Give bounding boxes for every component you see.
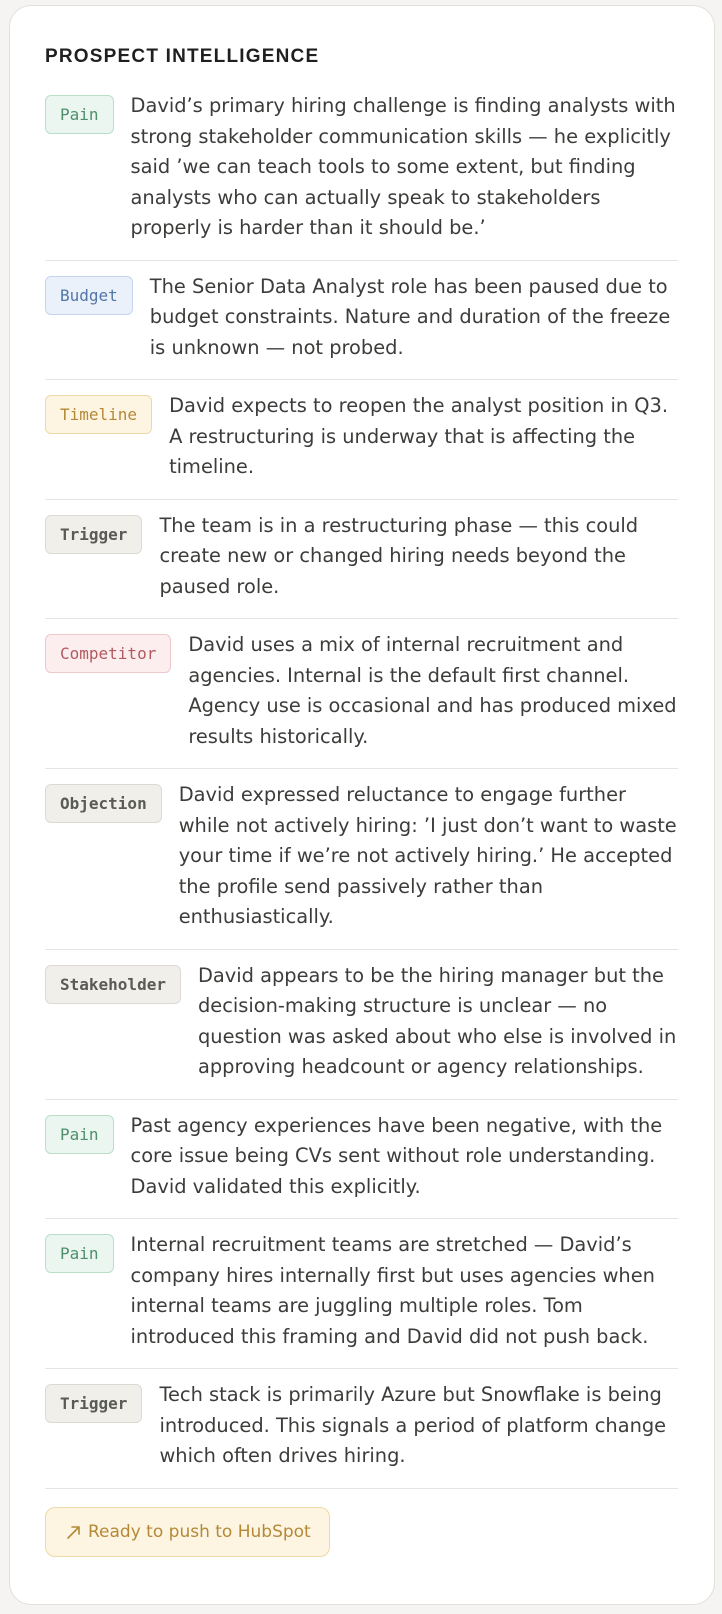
tag-trigger: Trigger xyxy=(45,1384,142,1423)
tag-pain: Pain xyxy=(45,1234,114,1273)
insight-text: David’s primary hiring challenge is finding analysts with strong stakeholder communication skills — he explicitly said ’we can teach tools to some extent, but finding analysts who can actually speak to stakeholders properly is harder than it should be.’ xyxy=(130,94,676,239)
insight-text: The team is in a restructuring phase — this could create new or changed hiring needs beyond the paused role. xyxy=(159,513,639,598)
tag-pain: Pain xyxy=(45,95,114,134)
tag-competitor: Competitor xyxy=(45,634,171,673)
insight-item xyxy=(45,261,678,381)
tag-budget: Budget xyxy=(45,276,133,315)
insight-item xyxy=(45,83,678,261)
insight-item xyxy=(45,380,678,500)
insight-item xyxy=(45,1100,678,1220)
arrow-up-right-icon xyxy=(64,1522,84,1542)
push-to-hubspot-label: Ready to push to HubSpot xyxy=(88,1521,311,1542)
insight-list xyxy=(45,83,678,1489)
tag-pain: Pain xyxy=(45,1115,114,1154)
insight-item xyxy=(45,1219,678,1369)
insight-item xyxy=(45,769,678,950)
insight-text: David uses a mix of internal recruitment and agencies. Internal is the default first channel. Agency use is occasional and has produced mixed results historically. xyxy=(188,633,677,748)
tag-trigger: Trigger xyxy=(45,515,142,554)
insight-text: David appears to be the hiring manager but the decision-making structure is unclear — no question was asked about who else is involved in approving headcount or agency relationships. xyxy=(197,963,677,1078)
insight-text: David expects to reopen the analyst position in Q3. A restructuring is underway that is affecting the timeline. xyxy=(169,394,669,478)
insight-text: David expressed reluctance to engage further while not actively hiring: ’I just don’t want to waste your time if we’re not actively hiring.’ He accepted the profile send passively rather than enthusiastically. xyxy=(178,783,677,928)
prospect-intelligence-panel xyxy=(9,5,715,1605)
tag-timeline: Timeline xyxy=(45,395,152,434)
tag-objection: Objection xyxy=(45,784,162,823)
insight-text: Internal recruitment teams are stretched — David’s company hires internally first but uses agencies when internal teams are juggling multiple roles. Tom introduced this framing and David did not push back. xyxy=(130,1233,655,1348)
tag-stakeholder: Stakeholder xyxy=(45,965,181,1004)
insight-item xyxy=(45,950,678,1100)
insight-text: Past agency experiences have been negative, with the core issue being CVs sent without role understanding. David validated this explicitly. xyxy=(130,1113,663,1198)
panel-title: PROSPECT INTELLIGENCE xyxy=(45,46,320,67)
push-to-hubspot-button[interactable] xyxy=(45,1507,330,1557)
insight-text: Tech stack is primarily Azure but Snowflake is being introduced. This signals a period of platform change which often drives hiring. xyxy=(159,1383,667,1467)
insight-text: The Senior Data Analyst role has been paused due to budget constraints. Nature and duration of the freeze is unknown — not probed. xyxy=(149,274,671,359)
insight-item xyxy=(45,1369,678,1489)
insight-item xyxy=(45,500,678,620)
insight-item xyxy=(45,619,678,769)
